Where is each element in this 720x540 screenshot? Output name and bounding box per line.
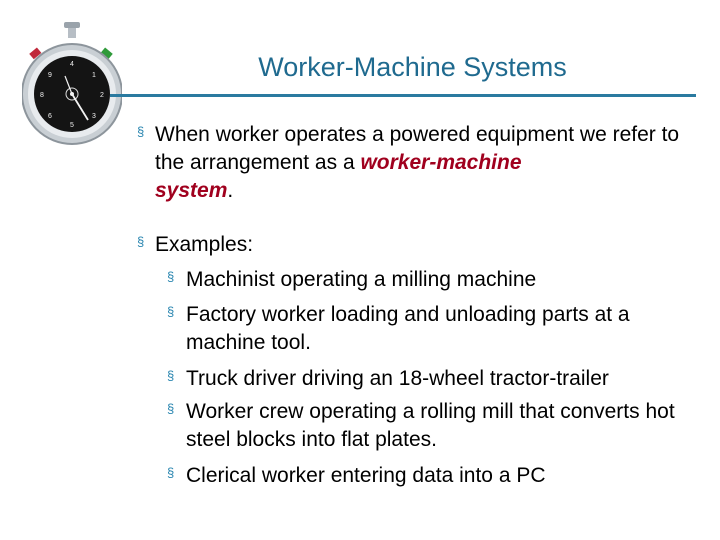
bullet-period: . <box>227 179 234 202</box>
svg-text:4: 4 <box>70 61 74 68</box>
stopwatch-icon <box>22 20 122 146</box>
title-divider <box>110 94 696 97</box>
svg-text:9: 9 <box>48 72 52 79</box>
sub-bullet: Factory worker loading and unloading parts at a machine tool. <box>186 303 630 354</box>
slide-title: Worker-Machine Systems <box>258 52 567 82</box>
bullet-marker: § <box>137 124 145 139</box>
sub-bullet-marker: § <box>167 368 175 383</box>
sub-bullet-marker: § <box>167 304 175 319</box>
sub-bullet-marker: § <box>167 401 175 416</box>
svg-text:2: 2 <box>100 92 104 99</box>
sub-bullet-marker: § <box>167 465 175 480</box>
sub-bullet-marker: § <box>167 269 175 284</box>
sub-bullet: Machinist operating a milling machine <box>186 268 537 291</box>
sub-bullet: Truck driver driving an 18-wheel tractor-trailer <box>186 367 609 390</box>
svg-text:6: 6 <box>48 113 52 120</box>
emphasis-term: worker-machine <box>360 151 522 174</box>
bullet-examples: Examples: <box>155 233 254 256</box>
bullet-marker: § <box>137 234 145 249</box>
bullet-text: When worker operates a powered equipment we refer to the arrangement as a <box>155 123 680 174</box>
svg-text:3: 3 <box>92 113 96 120</box>
svg-text:8: 8 <box>40 92 44 99</box>
emphasis-term-2: system <box>155 179 228 202</box>
bullet-worker-machine-definition <box>155 121 695 205</box>
sub-bullet: Clerical worker entering data into a PC <box>186 464 546 487</box>
svg-text:1: 1 <box>92 72 96 79</box>
sub-bullet: Worker crew operating a rolling mill that converts hot steel blocks into flat plates. <box>186 400 675 451</box>
svg-text:5: 5 <box>70 122 74 129</box>
